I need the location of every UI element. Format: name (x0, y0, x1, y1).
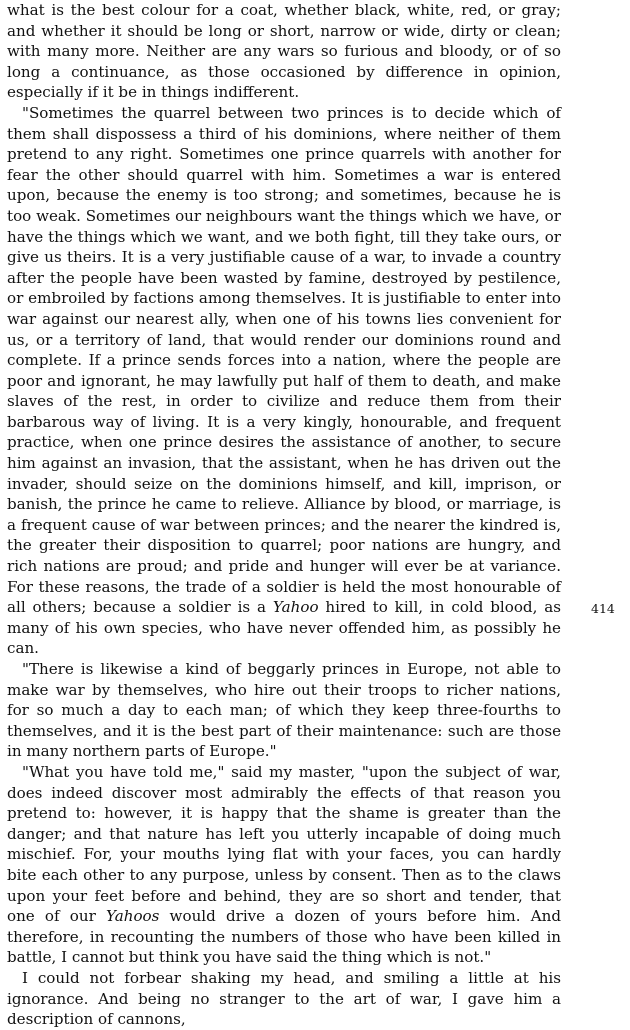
paragraph-2 (7, 103, 561, 659)
paragraph-5 (7, 968, 561, 1030)
paragraph-2-text-a: "Sometimes the quarrel between two princes is to decide which of them shall dispossess a third of his dominions, where neither of them pretend to any right. Sometimes one prince quarrels with another for fear the other should quarrel with him. Sometimes a war is entered upon, because the enemy is too strong; and sometimes, because he is too weak. Sometimes our neighbours want the things which we have, or have the things which we want, and we both fight, till they take ours, or give us theirs. It is a very justifiable cause of a war, to invade a country after the people have been wasted by famine, destroyed by pestilence, or embroiled by factions among themselves. It is justifiable to enter into war against our nearest ally, when one of his towns lies convenient for us, or a territory of land, that would render our dominions round and complete. If a prince sends forces into a nation, where the people are poor and ignorant, he may lawfully put half of them to death, and make slaves of the rest, in order to civilize and reduce them from their barbarous way of living. It is a very kingly, honourable, and frequent practice, when one prince desires the assistance of another, to secure him against an invasion, that the assistant, when he has driven out the invader, should seize on the dominions himself, and kill, imprison, or banish, the prince he came to relieve. Alliance by blood, or marriage, is a frequent cause of war between princes; and the nearer the kindred is, the greater their disposition to quarrel; poor nations are hungry, and rich nations are proud; and pride and hunger will ever be at variance. For these reasons, the trade of a soldier is held the most honourable of all others; because a soldier is a (7, 103, 561, 617)
page-number: 414 (591, 601, 615, 616)
paragraph-5-text: I could not forbear shaking my head, and smiling a little at his ignorance. And being no stranger to the art of war, I gave him a description of cannons, (7, 968, 561, 1029)
paragraph-1 (7, 0, 561, 103)
paragraph-2-text-b: hired to kill, in cold blood, as many of his own species, who have never offended him, as possibly he can. (7, 598, 561, 658)
paragraph-4-text-b: would drive a dozen of yours before him. And therefore, in recounting the numbers of those who have been killed in battle, I cannot but think you have said the thing which is not." (7, 907, 561, 967)
paragraph-1-text: what is the best colour for a coat, whether black, white, red, or gray; and whether it should be long or short, narrow or wide, dirty or clean; with many more. Neither are any wars so furious and bloody, or of so long a continuance, as those occasioned by difference in opinion, especially if it be in things indifferent. (7, 1, 561, 102)
paragraph-4-text-a: "What you have told me," said my master, "upon the subject of war, does indeed discover most admirably the effects of that reason you pretend to: however, it is happy that the shame is greater than the danger; and that nature has left you utterly incapable of doing much mischief. For, your mouths lying flat with your faces, you can hardly bite each other to any purpose, unless by consent. Then as to the claws upon your feet before and behind, they are so short and tender, that one of our (7, 762, 561, 926)
book-page-text (7, 0, 561, 1030)
paragraph-2-italic-yahoo: Yahoo (272, 598, 319, 617)
paragraph-3-text: "There is likewise a kind of beggarly princes in Europe, not able to make war by themselves, who hire out their troops to richer nations, for so much a day to each man; of which they keep three-fourths to themselves, and it is the best part of their maintenance: such are those in many northern parts of Europe." (7, 660, 561, 761)
paragraph-4-italic-yahoos: Yahoos (105, 907, 160, 926)
paragraph-4 (7, 762, 561, 968)
paragraph-3 (7, 659, 561, 762)
